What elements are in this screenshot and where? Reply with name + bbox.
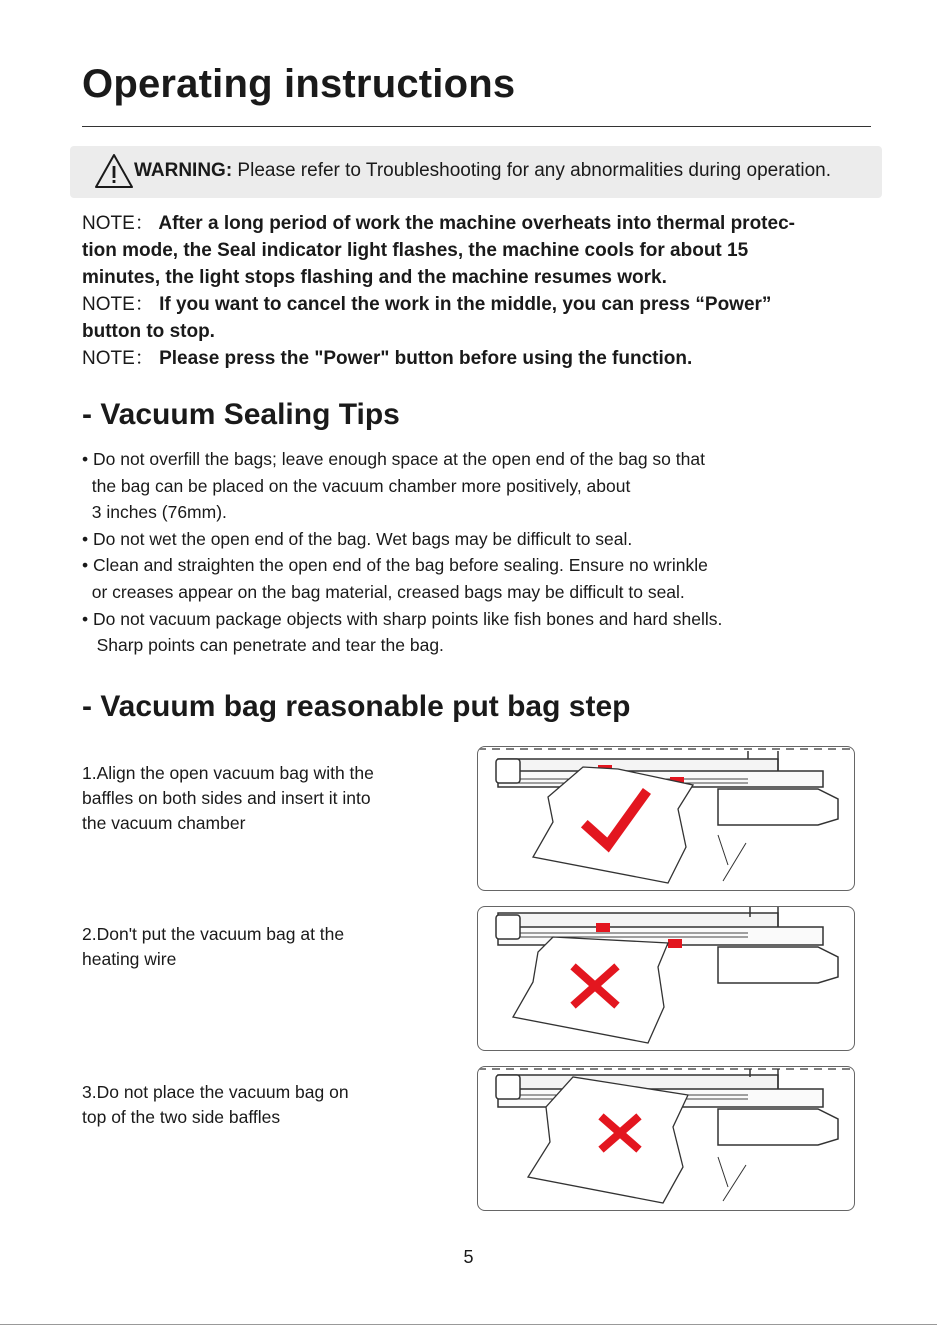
warning-message (134, 160, 831, 182)
note-2-line-2: button to stop. (82, 321, 215, 342)
tips-list (82, 446, 882, 659)
step-1-text (82, 761, 442, 836)
tip-line: or creases appear on the bag material, creased bags may be difficult to seal. (82, 581, 685, 602)
warning-text: Please refer to Troubleshooting for any abnormalities during operation. (232, 160, 832, 181)
tip-line: • Clean and straighten the open end of the bag before sealing. Ensure no wrinkle (82, 555, 708, 576)
vacuum-sealer-wrong-heating-wire-image (478, 907, 854, 1050)
step-2-text (82, 922, 442, 972)
title-divider (82, 126, 871, 127)
note-1-line-1 (82, 210, 882, 237)
bottom-edge-line (0, 1324, 937, 1325)
warning-label: WARNING: (134, 160, 233, 181)
step-line: 3.Do not place the vacuum bag on (82, 1082, 349, 1102)
tips-heading: - Vacuum Sealing Tips (82, 398, 400, 431)
step-line: the vacuum chamber (82, 813, 246, 833)
note-text: If you want to cancel the work in the middle, you can press “Power” (159, 294, 772, 315)
tip-line: • Do not overfill the bags; leave enough space at the open end of the bag so that (82, 449, 705, 469)
warning-banner (70, 146, 882, 198)
vacuum-sealer-wrong-baffles-image (478, 1067, 854, 1210)
note-key: NOTE： (82, 348, 154, 369)
note-key: NOTE： (82, 213, 154, 234)
tip-line: • Do not vacuum package objects with sharp points like fish bones and hard shells. (82, 608, 723, 629)
step-line: 1.Align the open vacuum bag with the (82, 763, 374, 783)
note-2-line-1 (82, 291, 882, 318)
note-text: Please press the "Power" button before using the function. (159, 348, 693, 369)
step-line: heating wire (82, 949, 177, 969)
page-title: Operating instructions (82, 62, 516, 106)
notes-block (82, 210, 882, 372)
warning-triangle-icon (94, 152, 134, 195)
tip-line: Sharp points can penetrate and tear the bag. (82, 635, 444, 656)
note-key: NOTE： (82, 294, 154, 315)
steps-heading: - Vacuum bag reasonable put bag step (82, 690, 631, 723)
note-1-line-3: minutes, the light stops flashing and the machine resumes work. (82, 267, 667, 288)
note-text: After a long period of work the machine overheats into thermal protec- (158, 213, 795, 234)
step-line: top of the two side baffles (82, 1107, 281, 1127)
vacuum-sealer-correct-image (478, 747, 854, 890)
tip-line: the bag can be placed on the vacuum chamber more positively, about (82, 475, 631, 496)
page-number: 5 (463, 1247, 474, 1267)
step-2-illustration (477, 906, 855, 1051)
step-line: baffles on both sides and insert it into (82, 788, 371, 808)
tip-line: 3 inches (76mm). (82, 502, 227, 523)
step-line: 2.Don't put the vacuum bag at the (82, 924, 345, 944)
note-1-line-2: tion mode, the Seal indicator light flashes, the machine cools for about 15 (82, 240, 749, 261)
step-1-illustration (477, 746, 855, 891)
step-3-text (82, 1080, 442, 1130)
tip-line: • Do not wet the open end of the bag. Wet bags may be difficult to seal. (82, 528, 633, 549)
note-3-line-1 (82, 345, 882, 372)
step-3-illustration (477, 1066, 855, 1211)
